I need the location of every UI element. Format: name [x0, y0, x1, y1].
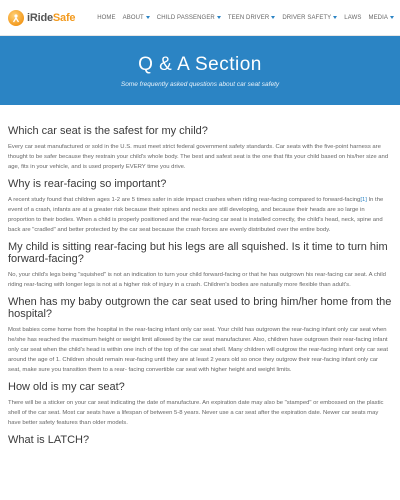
- faq-question: What is LATCH?: [8, 434, 90, 446]
- faq-question: How old is my car seat?: [8, 381, 125, 393]
- nav-teen-driver[interactable]: TEEN DRIVER: [228, 15, 275, 21]
- site-header: [0, 0, 400, 36]
- chevron-down-icon: [271, 16, 275, 19]
- faq-item: [8, 125, 392, 172]
- faq-question: When has my baby outgrown the car seat used to bring him/her home from the hospital?: [8, 296, 392, 320]
- chevron-down-icon: [217, 16, 221, 19]
- faq-item: [8, 241, 392, 290]
- nav-media[interactable]: MEDIA: [368, 15, 394, 21]
- footnote-link[interactable]: [1]: [360, 197, 367, 203]
- chevron-down-icon: [390, 16, 394, 19]
- faq-item: [8, 296, 392, 375]
- faq-item: [8, 178, 392, 235]
- faq-question: Why is rear-facing so important?: [8, 178, 167, 190]
- nav-laws[interactable]: LAWS: [344, 14, 362, 21]
- hero-banner: [0, 36, 400, 105]
- page-subtitle: Some frequently asked questions about car seat safety: [120, 80, 280, 88]
- nav-home[interactable]: HOME: [97, 14, 116, 21]
- faq-item: [8, 434, 392, 446]
- faq-answer: Every car seat manufactured or sold in the U.S. must meet strict federal government safety standards. Car seats with the five-point harness are thought to be safer because they restrain your child's whole body. The best and safest seat is the one that fits your child based on his/her size and age, fits in your vehicle, and is used properly EVERY time you drive.: [8, 144, 389, 170]
- main-nav: [97, 15, 394, 21]
- faq-content: [0, 105, 400, 446]
- logo-text: iRideSafe: [27, 11, 76, 24]
- nav-driver-safety[interactable]: DRIVER SAFETY: [282, 15, 337, 21]
- site-logo[interactable]: [8, 10, 75, 26]
- faq-answer: There will be a sticker on your car seat indicating the date of manufacture. An expiration date may also be "stamped" or embossed on the plastic shell of the car seat. Most car seats have a lifespan of between 5-8 years. Never use a car seat after the expiration date. Newer car seats may have better safety features than older models.: [8, 400, 384, 426]
- logo-icon: [8, 10, 24, 26]
- page-title: Q & A Section: [138, 53, 262, 75]
- nav-child-passenger[interactable]: CHILD PASSENGER: [157, 15, 221, 21]
- faq-question: Which car seat is the safest for my child?: [8, 125, 208, 137]
- faq-question: My child is sitting rear-facing but his legs are all squished. Is it time to turn him forward-facing?: [8, 241, 388, 265]
- faq-item: [8, 381, 392, 428]
- chevron-down-icon: [146, 16, 150, 19]
- faq-answer: Most babies come home from the hospital in the rear-facing infant only car seat. Your child has outgrown the rear-facing infant only car seat when he/she has reached the maximum height or weight limit allowed by the car seat manufacturer. Also, children have outgrown their rear-facing infant only car seat when the child's head is within one inch of the top of the car seat shell. Many children will outgrow the rear-facing infant only car seat around the age of 1. Children should remain rear-facing until they are at least 2 years old so once they outgrow their rear-facing infant only car seat, make sure you transition them to a rear- facing convertible car seat with higher height and weight limits.: [8, 327, 388, 373]
- faq-answer: A recent study found that children ages 1-2 are 5 times safer in side impact crashes when riding rear-facing compared to forward-facing[1] In the event of a crash, infants are at a greater risk because their spines and necks are still developing, and because their heads are so large in proportion to their bodies. When a child is properly positioned and the rear-facing car seat is installed correctly, the child's head, neck, spine and back are "cradled" and better protected by the car seat because the crash forces are evenly distributed over the entire body.: [8, 197, 384, 233]
- chevron-down-icon: [333, 16, 337, 19]
- nav-about[interactable]: ABOUT: [123, 15, 150, 21]
- faq-answer: No, your child's legs being "squished" is not an indication to turn your child forward-facing or that he has outgrown his rear-facing car seat. A child riding rear-facing with longer legs is not at a higher risk of injury in a crash. Children's bodies are naturally more flexible than adult's.: [8, 272, 386, 288]
